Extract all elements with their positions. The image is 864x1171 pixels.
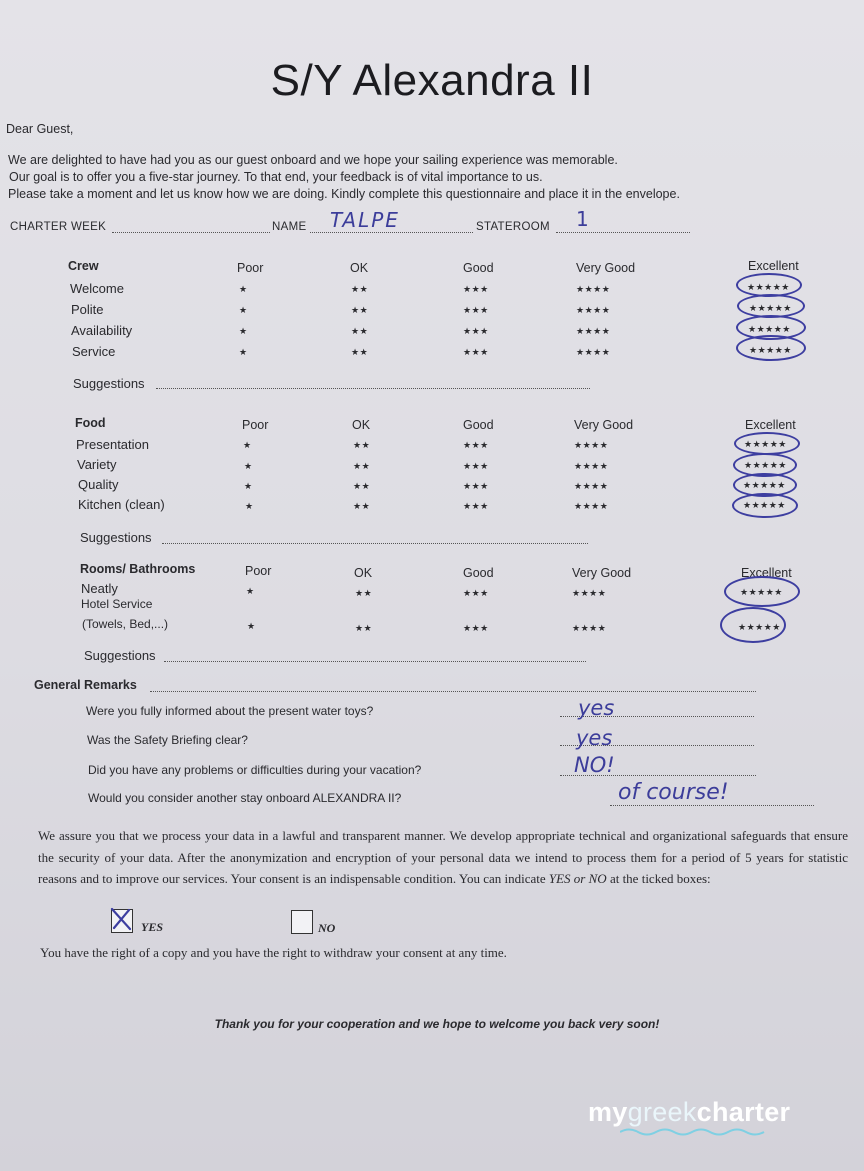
food-col-ok: OK xyxy=(352,418,371,432)
rooms-col-poor: Poor xyxy=(245,564,272,578)
brand-part-greek: greek xyxy=(627,1097,697,1127)
star-ok[interactable]: ★★ xyxy=(351,326,369,336)
star-excellent[interactable]: ★★★★★ xyxy=(748,324,791,334)
star-poor[interactable]: ★ xyxy=(245,501,254,511)
food-col-poor: Poor xyxy=(242,418,269,432)
food-col-very-good: Very Good xyxy=(574,418,634,432)
star-poor[interactable]: ★ xyxy=(244,481,253,491)
star-poor[interactable]: ★ xyxy=(246,586,255,596)
consent-yes-label: YES xyxy=(141,920,164,934)
star-poor[interactable]: ★ xyxy=(239,305,248,315)
question-water-toys: Were you fully informed about the present water toys? xyxy=(86,704,374,718)
rooms-item-neatly: Neatly xyxy=(81,581,118,596)
star-very-good[interactable]: ★★★★ xyxy=(574,501,609,511)
stateroom-label: STATEROOM xyxy=(476,221,550,233)
crew-col-excellent: Excellent xyxy=(748,259,799,273)
star-very-good[interactable]: ★★★★ xyxy=(572,588,607,598)
rooms-hotel-service-circle xyxy=(720,607,786,643)
star-excellent[interactable]: ★★★★★ xyxy=(749,303,792,313)
star-poor[interactable]: ★ xyxy=(239,284,248,294)
star-excellent[interactable]: ★★★★★ xyxy=(738,622,781,632)
rooms-neatly-circle xyxy=(724,576,800,607)
consent-no-label: NO xyxy=(318,921,336,935)
star-ok[interactable]: ★★ xyxy=(355,623,373,633)
star-very-good[interactable]: ★★★★ xyxy=(576,284,611,294)
consent-yes-checkbox[interactable] xyxy=(111,909,133,933)
greeting: Dear Guest, xyxy=(6,122,74,136)
question-another-stay: Would you consider another stay onboard ALEXANDRA II? xyxy=(88,791,402,805)
rooms-col-ok: OK xyxy=(354,566,373,580)
star-good[interactable]: ★★★ xyxy=(463,305,489,315)
brand-part-my: my xyxy=(588,1097,628,1127)
document-title: S/Y Alexandra II xyxy=(270,56,594,105)
crew-item-welcome: Welcome xyxy=(70,281,124,296)
food-suggestions-label: Suggestions xyxy=(80,530,152,545)
food-heading: Food xyxy=(75,416,106,430)
crew-col-good: Good xyxy=(463,261,494,275)
intro-line-2: Our goal is to offer you a five-star journey. To that end, your feedback is of vital importance to us. xyxy=(9,170,543,184)
crew-service-circle xyxy=(736,335,806,361)
consent-text: We assure you that we process your data in a lawful and transparent manner. We develop appropriate technical and organizational safeguards that ensure the security of your data. After the anonymization and encryption of your personal data we intend to process them for a period of 5 years for statistic reasons and to improve our services. Your consent is an indispensable condition. You can indicate xyxy=(38,828,848,886)
star-very-good[interactable]: ★★★★ xyxy=(576,326,611,336)
charter-week-label: CHARTER WEEK xyxy=(10,221,107,233)
star-very-good[interactable]: ★★★★ xyxy=(576,305,611,315)
star-poor[interactable]: ★ xyxy=(247,621,256,631)
answer-safety-briefing: yes xyxy=(576,726,613,750)
star-ok[interactable]: ★★ xyxy=(353,481,371,491)
crew-heading: Crew xyxy=(68,259,99,273)
consent-ticked: at the ticked boxes: xyxy=(609,871,711,886)
answer-line-4[interactable] xyxy=(610,805,814,806)
star-good[interactable]: ★★★ xyxy=(463,440,489,450)
crew-suggestions-label: Suggestions xyxy=(73,376,145,391)
rooms-item-towels-bed: (Towels, Bed,...) xyxy=(82,617,169,631)
rooms-col-very-good: Very Good xyxy=(572,566,632,580)
star-ok[interactable]: ★★ xyxy=(355,588,373,598)
rooms-suggestions-line[interactable] xyxy=(164,661,586,662)
crew-item-service: Service xyxy=(72,344,116,359)
star-good[interactable]: ★★★ xyxy=(463,326,489,336)
stateroom-line[interactable] xyxy=(556,232,690,233)
star-poor[interactable]: ★ xyxy=(243,440,252,450)
star-good[interactable]: ★★★ xyxy=(463,481,489,491)
crew-suggestions-line[interactable] xyxy=(156,388,590,389)
intro-line-1: We are delighted to have had you as our guest onboard and we hope your sailing experience was memorable. xyxy=(8,153,618,167)
star-very-good[interactable]: ★★★★ xyxy=(574,440,609,450)
answer-another-stay: of course! xyxy=(618,780,729,805)
star-ok[interactable]: ★★ xyxy=(353,461,371,471)
crew-col-ok: OK xyxy=(350,261,369,275)
star-good[interactable]: ★★★ xyxy=(463,623,489,633)
check-mark-icon xyxy=(110,907,132,931)
rooms-col-good: Good xyxy=(463,566,494,580)
closing-message: Thank you for your cooperation and we hope to welcome you back very soon! xyxy=(214,1017,660,1031)
food-presentation-circle xyxy=(734,432,800,455)
star-excellent[interactable]: ★★★★★ xyxy=(747,282,790,292)
star-poor[interactable]: ★ xyxy=(244,461,253,471)
general-remarks-label: General Remarks xyxy=(34,678,137,692)
food-item-kitchen: Kitchen (clean) xyxy=(78,497,165,512)
star-poor[interactable]: ★ xyxy=(239,326,248,336)
brand-part-charter: charter xyxy=(696,1097,791,1127)
star-excellent[interactable]: ★★★★★ xyxy=(744,439,787,449)
name-label: NAME xyxy=(272,221,307,233)
food-item-presentation: Presentation xyxy=(76,437,149,452)
star-ok[interactable]: ★★ xyxy=(351,305,369,315)
rooms-heading: Rooms/ Bathrooms xyxy=(80,562,196,576)
food-suggestions-line[interactable] xyxy=(162,543,588,544)
name-line[interactable] xyxy=(310,232,473,233)
star-very-good[interactable]: ★★★★ xyxy=(572,623,607,633)
star-good[interactable]: ★★★ xyxy=(463,461,489,471)
star-excellent[interactable]: ★★★★★ xyxy=(743,480,786,490)
question-problems: Did you have any problems or difficulties during your vacation? xyxy=(88,763,422,777)
rooms-suggestions-label: Suggestions xyxy=(84,648,156,663)
consent-rights: You have the right of a copy and you have the right to withdraw your consent at any time. xyxy=(40,945,507,960)
food-item-quality: Quality xyxy=(78,477,119,492)
name-handwritten: TALPE xyxy=(330,208,400,232)
star-excellent[interactable]: ★★★★★ xyxy=(740,587,783,597)
crew-col-very-good: Very Good xyxy=(576,261,636,275)
star-good[interactable]: ★★★ xyxy=(463,347,489,357)
question-safety-briefing: Was the Safety Briefing clear? xyxy=(87,733,248,747)
crew-item-availability: Availability xyxy=(71,323,133,338)
star-excellent[interactable]: ★★★★★ xyxy=(749,345,792,355)
star-poor[interactable]: ★ xyxy=(239,347,248,357)
star-very-good[interactable]: ★★★★ xyxy=(574,461,609,471)
answer-problems: NO! xyxy=(574,753,615,777)
rooms-item-hotel-service: Hotel Service xyxy=(81,597,153,611)
star-good[interactable]: ★★★ xyxy=(463,501,489,511)
food-col-excellent: Excellent xyxy=(745,418,796,432)
stateroom-handwritten: 1 xyxy=(576,207,589,231)
consent-no-checkbox[interactable] xyxy=(291,910,313,934)
charter-week-line[interactable] xyxy=(112,232,270,233)
food-col-good: Good xyxy=(463,418,494,432)
star-excellent[interactable]: ★★★★★ xyxy=(743,500,786,510)
intro-line-3: Please take a moment and let us know how we are doing. Kindly complete this questionnaire and place it in the envelope. xyxy=(8,187,680,201)
star-very-good[interactable]: ★★★★ xyxy=(576,347,611,357)
answer-water-toys: yes xyxy=(578,696,615,720)
star-good[interactable]: ★★★ xyxy=(463,588,489,598)
star-ok[interactable]: ★★ xyxy=(353,501,371,511)
crew-col-poor: Poor xyxy=(237,261,264,275)
star-very-good[interactable]: ★★★★ xyxy=(574,481,609,491)
star-good[interactable]: ★★★ xyxy=(463,284,489,294)
crew-item-polite: Polite xyxy=(71,302,104,317)
rooms-col-excellent: Excellent xyxy=(741,566,792,580)
general-remarks-line[interactable] xyxy=(150,691,756,692)
star-ok[interactable]: ★★ xyxy=(353,440,371,450)
star-ok[interactable]: ★★ xyxy=(351,284,369,294)
star-ok[interactable]: ★★ xyxy=(351,347,369,357)
star-excellent[interactable]: ★★★★★ xyxy=(744,460,787,470)
food-kitchen-circle xyxy=(732,493,798,518)
brand-watermark xyxy=(588,1097,790,1128)
consent-yes-no: YES or NO xyxy=(548,871,607,886)
brand-wave-icon xyxy=(620,1127,770,1137)
consent-paragraph xyxy=(38,825,848,890)
food-item-variety: Variety xyxy=(77,457,117,472)
